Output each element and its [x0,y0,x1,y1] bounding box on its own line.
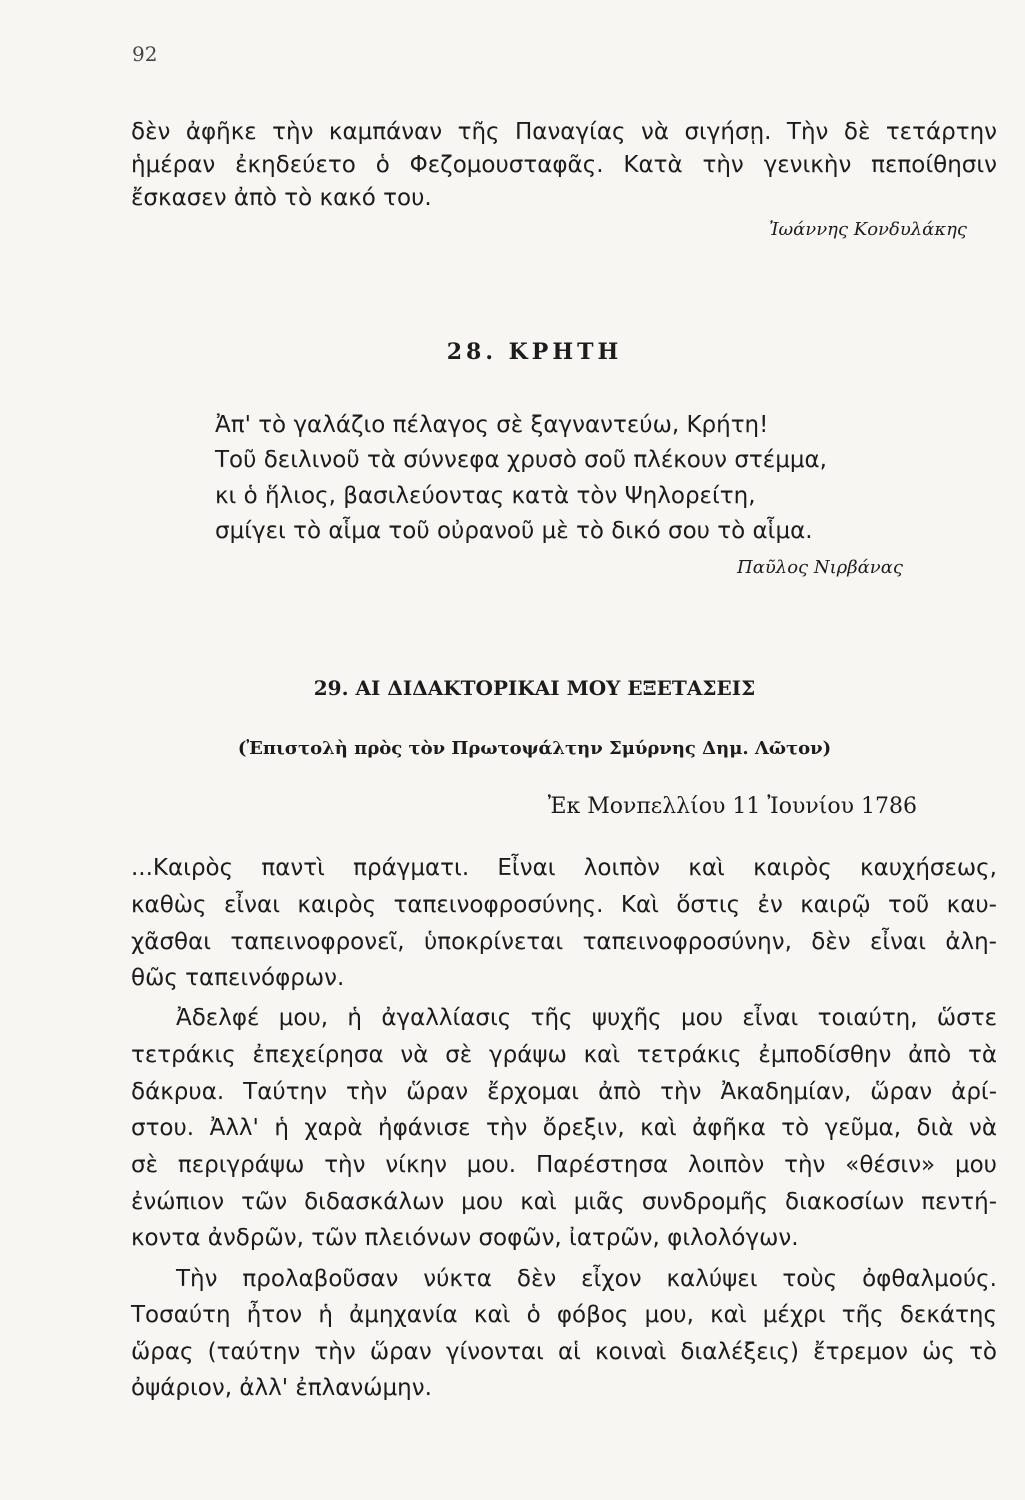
poem-line: κι ὁ ἥλιος, βασιλεύοντας κατὰ τὸν Ψηλορείτη, [215,483,756,509]
text-line: ὥρας (ταύτην τὴν ὥραν γίνονται αἱ κοιναὶ διαλέξεις) ἔτρεμον ὡς τὸ [131,1339,997,1365]
letter-dateline: Ἐκ Μονπελλίου 11 Ἰουνίου 1786 [547,794,917,819]
text-line: Ἀδελφέ μου, ἡ ἀγαλλίασις τῆς ψυχῆς μου εἶναι τοιαύτη, ὥστε [176,1005,997,1031]
poem-line: Τοῦ δειλινοῦ τὰ σύννεφα χρυσὸ σοῦ πλέκουν στέμμα, [215,447,827,473]
author-signature: Ἰωάννης Κονδυλάκης [769,219,967,240]
text-line: ...Καιρὸς παντὶ πράγματι. Εἶναι λοιπὸν καὶ καιρὸς καυχήσεως, [131,855,997,881]
section-subheading: (Ἐπιστολὴ πρὸς τὸν Πρωτοψάλτην Σμύρνης Δημ. Λῶτον) [237,738,832,759]
text-line: χᾶσθαι ταπεινοφρονεῖ, ὑποκρίνεται ταπεινοφροσύνην, δὲν εἶναι ἀλη- [131,929,997,955]
text-line: καθὼς εἶναι καιρὸς ταπεινοφροσύνης. Καὶ ὅστις ἐν καιρῷ τοῦ καυ- [131,892,997,918]
page-number: 92 [132,42,158,66]
text-line: στου. Ἀλλ' ἡ χαρὰ ἠφάνισε τὴν ὄρεξιν, καὶ ἀφῆκα τὸ γεῦμα, διὰ νὰ [131,1115,997,1141]
poem-line: σμίγει τὸ αἷμα τοῦ οὐρανοῦ μὲ τὸ δικό σου τὸ αἷμα. [215,518,813,544]
text-line: δὲν ἀφῆκε τὴν καμπάναν τῆς Παναγίας νὰ σιγήσῃ. Τὴν δὲ τετάρτην [131,119,997,145]
text-line: ἡμέραν ἐκηδεύετο ὁ Φεζομουσταφᾶς. Κατὰ τὴν γενικὴν πεποίθησιν [131,152,997,178]
text-line: σὲ περιγράψω τὴν νίκην μου. Παρέστησα λοιπὸν τὴν «θέσιν» μου [131,1152,997,1178]
text-line: ὀψάριον, ἀλλ' ἐπλανώμην. [131,1375,432,1401]
text-line: τετράκις ἐπεχείρησα νὰ σὲ γράψω καὶ τετράκις ἐμποδίσθην ἀπὸ τὰ [131,1042,997,1068]
text-line: κοντα ἀνδρῶν, τῶν πλειόνων σοφῶν, ἰατρῶν, φιλολόγων. [131,1225,799,1251]
text-line: θῶς ταπεινόφρων. [131,965,345,991]
section-heading: 29. ΑΙ ΔΙΔΑΚΤΟΡΙΚΑΙ ΜΟΥ ΕΞΕΤΑΣΕΙΣ [313,676,756,700]
text-line: Τὴν προλαβοῦσαν νύκτα δὲν εἶχον καλύψει τοὺς ὀφθαλμούς. [176,1266,997,1292]
section-heading: 28. ΚΡΗΤΗ [446,339,623,365]
text-line: Τοσαύτη ἦτον ἡ ἀμηχανία καὶ ὁ φόβος μου, καὶ μέχρι τῆς δεκάτης [131,1302,997,1328]
text-line: ἐνώπιον τῶν διδασκάλων μου καὶ μιᾶς συνδρομῆς διακοσίων πεντή- [131,1189,997,1215]
author-signature: Παῦλος Νιρβάνας [737,557,903,578]
text-line: ἔσκασεν ἀπὸ τὸ κακό του. [131,185,432,211]
poem-line: Ἀπ' τὸ γαλάζιο πέλαγος σὲ ξαγναντεύω, Κρήτη! [215,412,769,438]
text-line: δάκρυα. Ταύτην τὴν ὥραν ἔρχομαι ἀπὸ τὴν Ἀκαδημίαν, ὥραν ἀρί- [131,1079,997,1105]
